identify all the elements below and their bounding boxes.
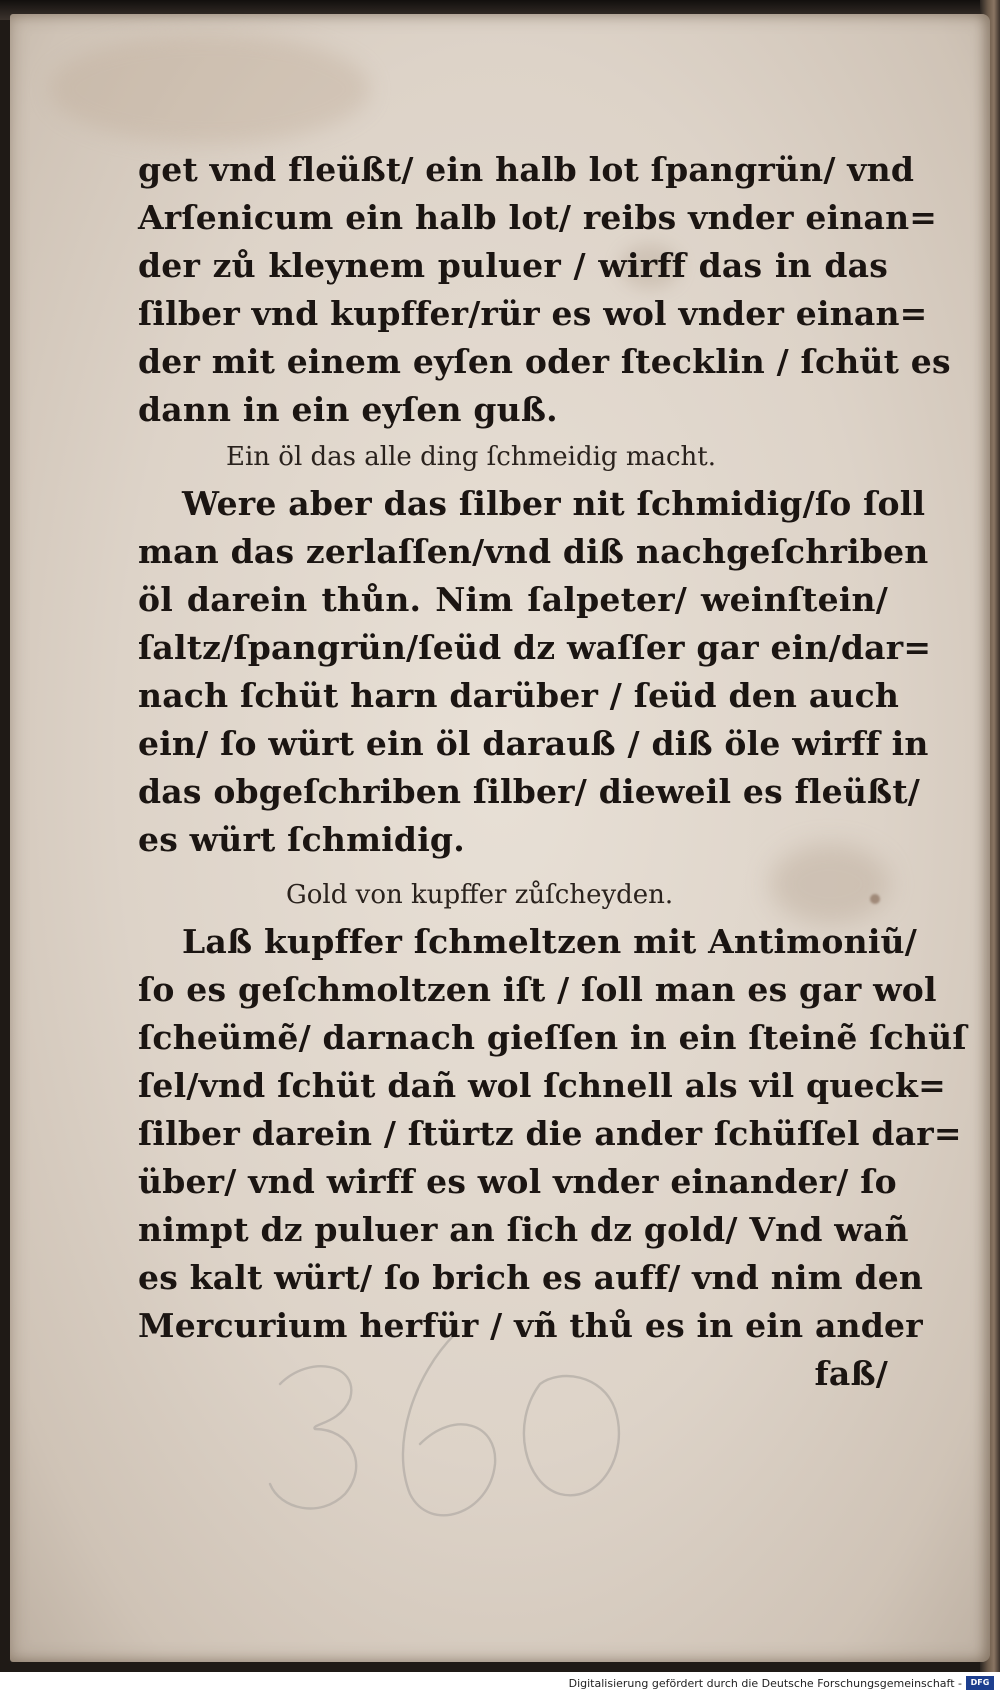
text-line: es würt ſchmidig. bbox=[138, 820, 465, 859]
text-line: dann in ein eyſen guß. bbox=[138, 390, 558, 429]
text-line: der zů kleynem puluer / wirff das in das bbox=[138, 246, 888, 285]
page-text bbox=[138, 146, 967, 1398]
text-line: öl darein thůn. Nim ſalpeter/ weinſtein/ bbox=[138, 580, 888, 619]
text-line: ſaltz/ſpangrün/ſeüd dz waſſer gar ein/dar= bbox=[138, 628, 932, 667]
text-line: Arſenicum ein halb lot/ reibs vnder einan= bbox=[138, 198, 938, 237]
text-line: der mit einem eyſen oder ſtecklin / ſchüt es bbox=[138, 342, 951, 381]
text-line: nach ſchüt harn darüber / ſeüd den auch bbox=[138, 676, 900, 715]
text-line: man das zerlaſſen/vnd diß nachgeſchriben bbox=[138, 532, 929, 571]
text-line: über/ vnd wirff es wol vnder einander/ ſo bbox=[138, 1162, 897, 1201]
text-line: das obgeſchriben ſilber/ dieweil es fleüßt/ bbox=[138, 772, 921, 811]
text-line: ſilber darein / ſtürtz die ander ſchüſſel dar= bbox=[138, 1114, 962, 1153]
text-line: es kalt würt/ ſo brich es auff/ vnd nim den bbox=[138, 1258, 924, 1297]
spacer bbox=[138, 864, 888, 872]
book-page bbox=[10, 14, 990, 1662]
section-heading: Ein öl das alle ding ſchmeidig macht. bbox=[226, 442, 717, 472]
text-line: ſcheümẽ/ darnach gieſſen in ein ſteinẽ ſchüſ bbox=[138, 1018, 967, 1057]
paper-stain bbox=[50, 34, 370, 144]
text-line: ein/ ſo würt ein öl darauß / diß öle wirff in bbox=[138, 724, 929, 763]
text-line: ſo es geſchmoltzen iſt / ſoll man es gar wol bbox=[138, 970, 937, 1009]
section-heading: Gold von kupffer zůſcheyden. bbox=[286, 880, 674, 910]
text-line: nimpt dz puluer an ſich dz gold/ Vnd wañ bbox=[138, 1210, 909, 1249]
text-line: Were aber das ſilber nit ſchmidig/ſo ſoll bbox=[182, 484, 926, 523]
catchword: faß/ bbox=[814, 1354, 888, 1393]
text-line: ſilber vnd kupffer/rür es wol vnder einan= bbox=[138, 294, 928, 333]
text-line: get vnd fleüßt/ ein halb lot ſpangrün/ vnd bbox=[138, 150, 915, 189]
dfg-logo-icon: DFG bbox=[966, 1676, 994, 1690]
text-line: Mercurium herfür / vñ thů es in ein ander bbox=[138, 1306, 923, 1345]
dfg-credit-text: Digitalisierung gefördert durch die Deutsche Forschungsgemeinschaft - bbox=[568, 1677, 962, 1690]
text-line: Laß kupffer ſchmeltzen mit Antimoniũ/ bbox=[182, 922, 917, 961]
text-line: ſel/vnd ſchüt dañ wol ſchnell als vil queck= bbox=[138, 1066, 946, 1105]
digitization-footer bbox=[0, 1672, 1000, 1696]
